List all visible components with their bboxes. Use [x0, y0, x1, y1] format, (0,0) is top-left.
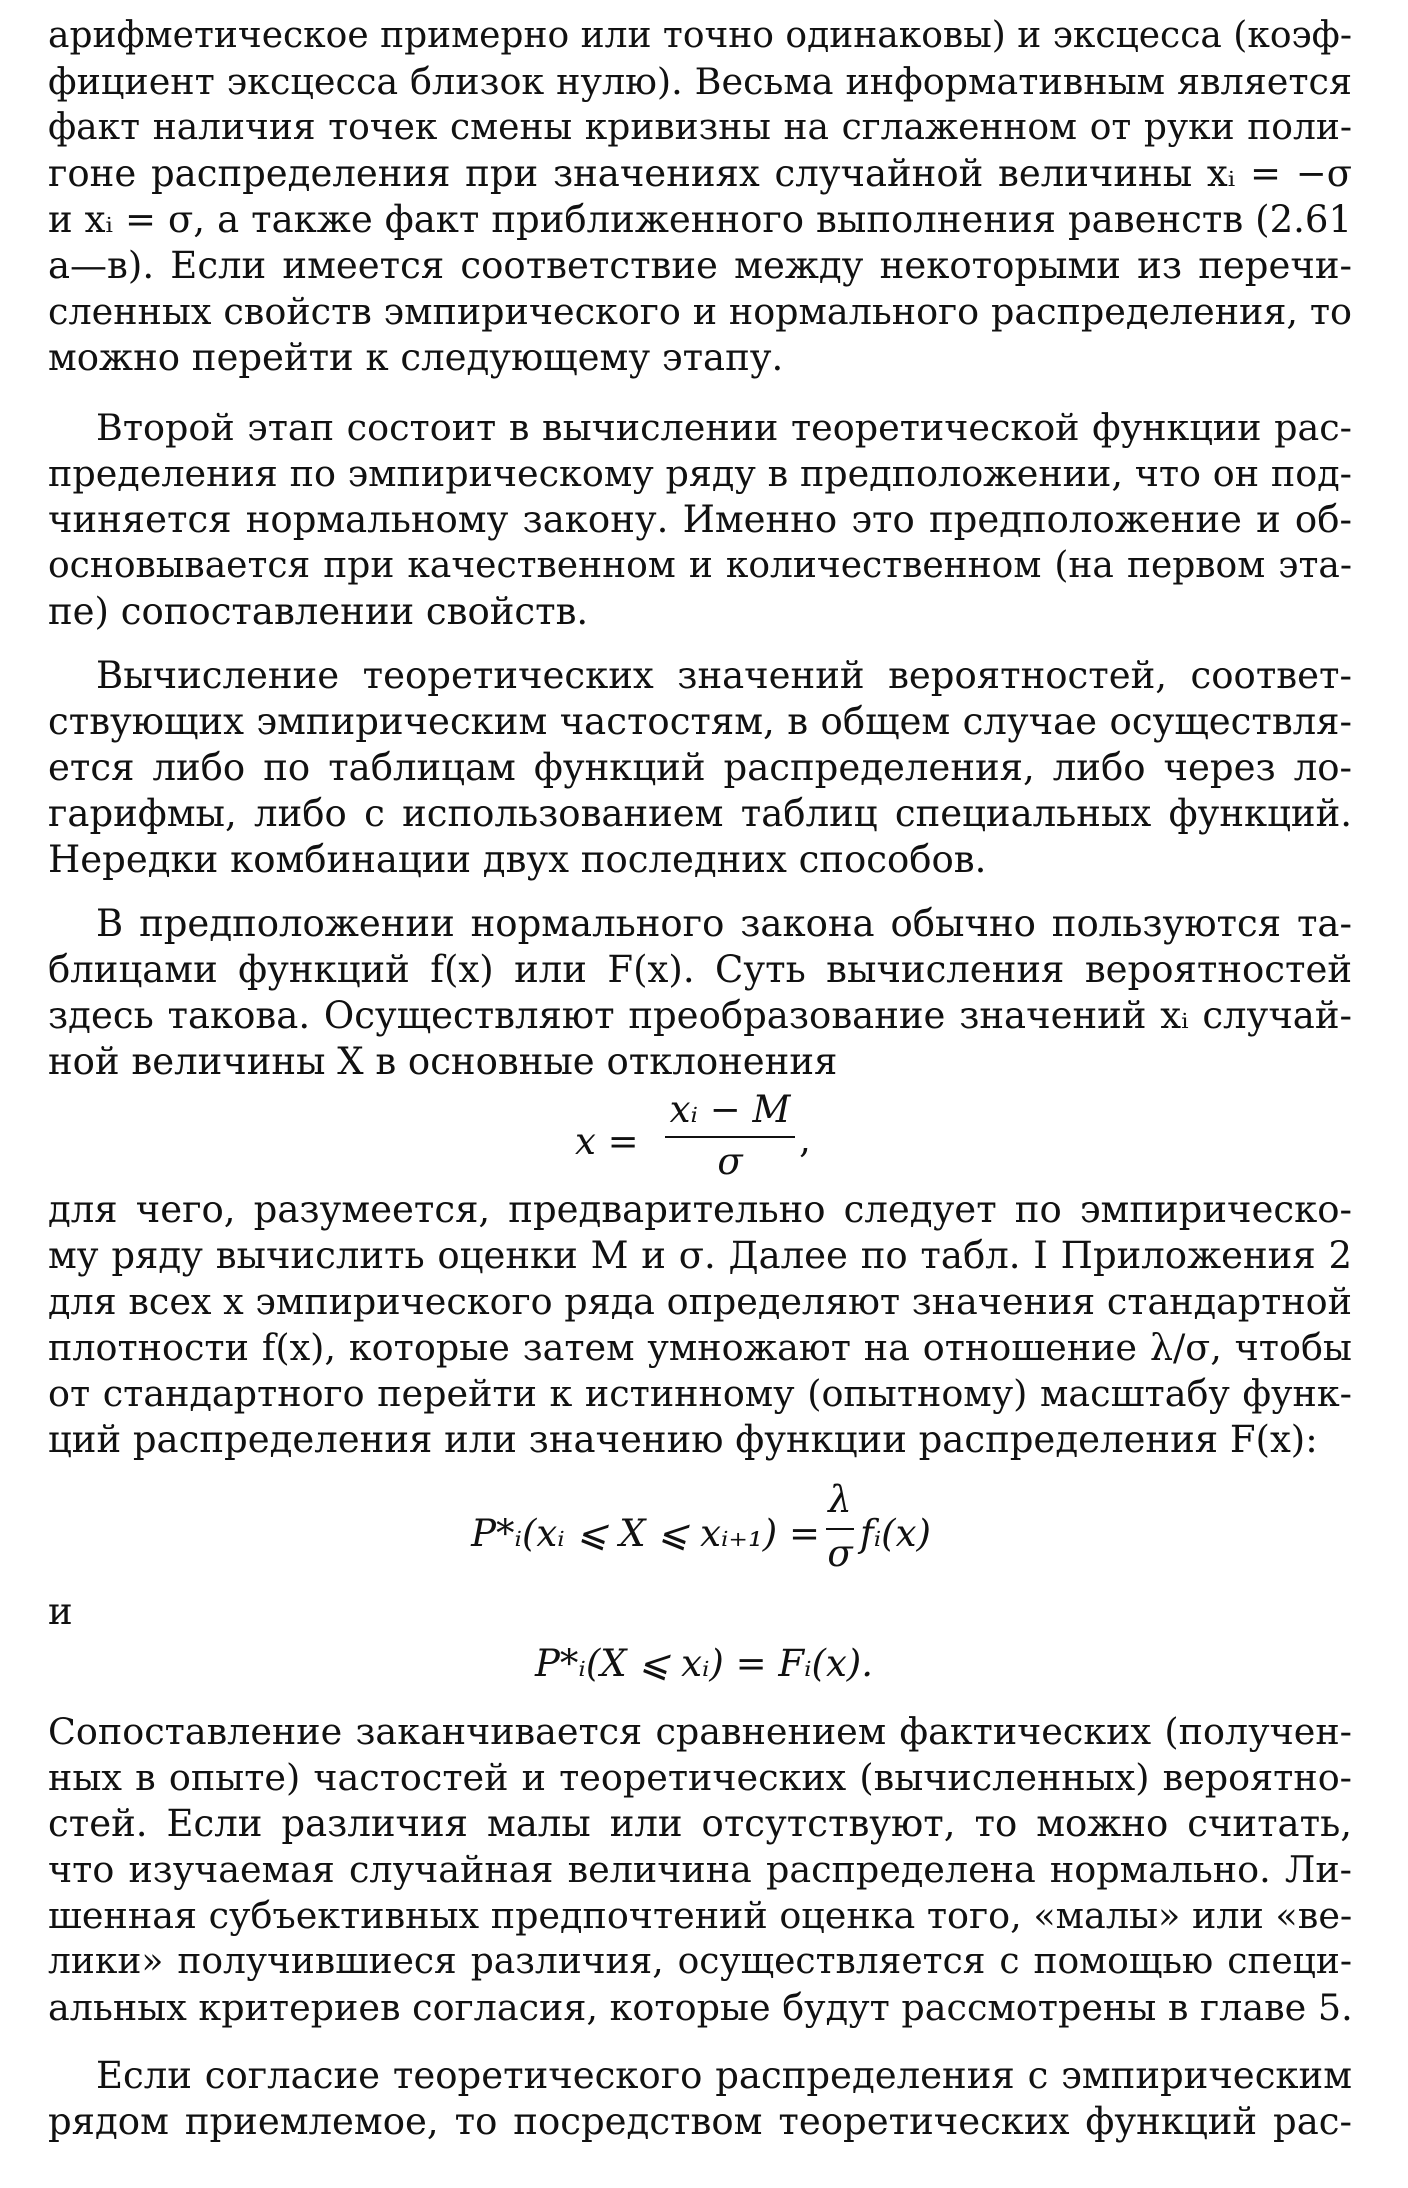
- text-line: Если согласие теоретического распределения с эмпирическим: [96, 2054, 1352, 2097]
- text-line: ствующих эмпирическим частостям, в общем случае осуществля-: [48, 700, 1352, 743]
- text-line: блицами функций f(x) или F(x). Суть вычисления вероятностей: [48, 948, 1352, 991]
- text-line: Сопоставление заканчивается сравнением фактических (получен-: [48, 1710, 1352, 1753]
- text-line: лики» получившиеся различия, осуществляется с помощью специ-: [48, 1941, 1352, 1982]
- text-line: арифметическое примерно или точно одинаковы) и эксцесса (коэф-: [48, 15, 1352, 56]
- fraction-bar: [665, 1136, 795, 1138]
- text-line: чиняется нормальному закону. Именно это предположение и об-: [48, 498, 1352, 541]
- text-line: фициент эксцесса близок нулю). Весьма информативным является: [48, 60, 1352, 103]
- text-line: сленных свойств эмпирического и нормального распределения, то: [48, 290, 1352, 333]
- text-line: альных критериев согласия, которые будут рассмотрены в главе 5.: [48, 1986, 1353, 2029]
- text-line: му ряду вычислить оценки M и σ. Далее по табл. I Приложения 2: [48, 1234, 1352, 1277]
- text-line: гоне распределения при значениях случайной величины xᵢ = −σ: [48, 152, 1352, 195]
- text-line: плотности f(x), которые затем умножают на отношение λ/σ, чтобы: [48, 1326, 1352, 1369]
- text-line: Второй этап состоит в вычислении теоретической функции рас-: [96, 406, 1352, 449]
- text-line: ной величины X в основные отклонения: [48, 1040, 838, 1083]
- text-line: Нередки комбинации двух последних способов.: [48, 838, 987, 881]
- eq1-tail: ,: [799, 1118, 811, 1161]
- text-line: ется либо по таблицам функций распределения, либо через ло-: [48, 746, 1352, 789]
- eq1-denominator: σ: [717, 1140, 743, 1183]
- text-line: факт наличия точек смены кривизны на сглаженном от руки поли-: [48, 107, 1352, 148]
- eq1-lhs: x =: [575, 1120, 639, 1163]
- text-line: В предположении нормального закона обычно пользуются та-: [96, 902, 1352, 945]
- text-line: для всех x эмпирического ряда определяют значения стандартной: [48, 1280, 1352, 1323]
- text-line: что изучаемая случайная величина распределена нормально. Ли-: [48, 1848, 1352, 1891]
- text-line: гарифмы, либо с использованием таблиц специальных функций.: [48, 792, 1352, 835]
- eq2-tail: fᵢ(x): [860, 1512, 931, 1555]
- text-line: ных в опыте) частостей и теоретических (вычисленных) вероятно-: [48, 1756, 1352, 1799]
- text-line: рядом приемлемое, то посредством теоретических функций рас-: [48, 2100, 1352, 2143]
- conjunction-and: и: [48, 1590, 73, 1633]
- text-line: Вычисление теоретических значений вероятностей, соответ-: [96, 654, 1352, 697]
- eq1-numerator: xᵢ − M: [669, 1088, 791, 1131]
- eq2-numerator: λ: [828, 1478, 852, 1521]
- text-line: здесь такова. Осуществляют преобразование значений xᵢ случай-: [48, 994, 1352, 1037]
- text-line: от стандартного перейти к истинному (опытному) масштабу функ-: [48, 1372, 1352, 1415]
- text-line: ций распределения или значению функции распределения F(x):: [48, 1418, 1318, 1461]
- text-line: пределения по эмпирическому ряду в предположении, что он под-: [48, 452, 1352, 495]
- equation-distribution-function: P*ᵢ(X ⩽ xᵢ) = Fᵢ(x).: [534, 1642, 874, 1685]
- text-line: для чего, разумеется, предварительно следует по эмпирическо-: [48, 1188, 1352, 1231]
- text-line: пе) сопоставлении свойств.: [48, 590, 589, 633]
- eq2-denominator: σ: [827, 1532, 853, 1575]
- text-line: и xᵢ = σ, а также факт приближенного выполнения равенств (2.61: [48, 198, 1352, 241]
- text-line: можно перейти к следующему этапу.: [48, 336, 784, 379]
- text-line: стей. Если различия малы или отсутствуют, то можно считать,: [48, 1802, 1352, 1845]
- text-line: основывается при качественном и количественном (на первом эта-: [48, 545, 1352, 586]
- text-line: а—в). Если имеется соответствие между некоторыми из перечи-: [48, 244, 1352, 287]
- eq2-lhs: P*ᵢ(xᵢ ⩽ X ⩽ xᵢ₊₁) =: [471, 1512, 820, 1555]
- text-line: шенная субъективных предпочтений оценка того, «малы» или «ве-: [48, 1894, 1353, 1937]
- fraction-bar: [826, 1528, 854, 1530]
